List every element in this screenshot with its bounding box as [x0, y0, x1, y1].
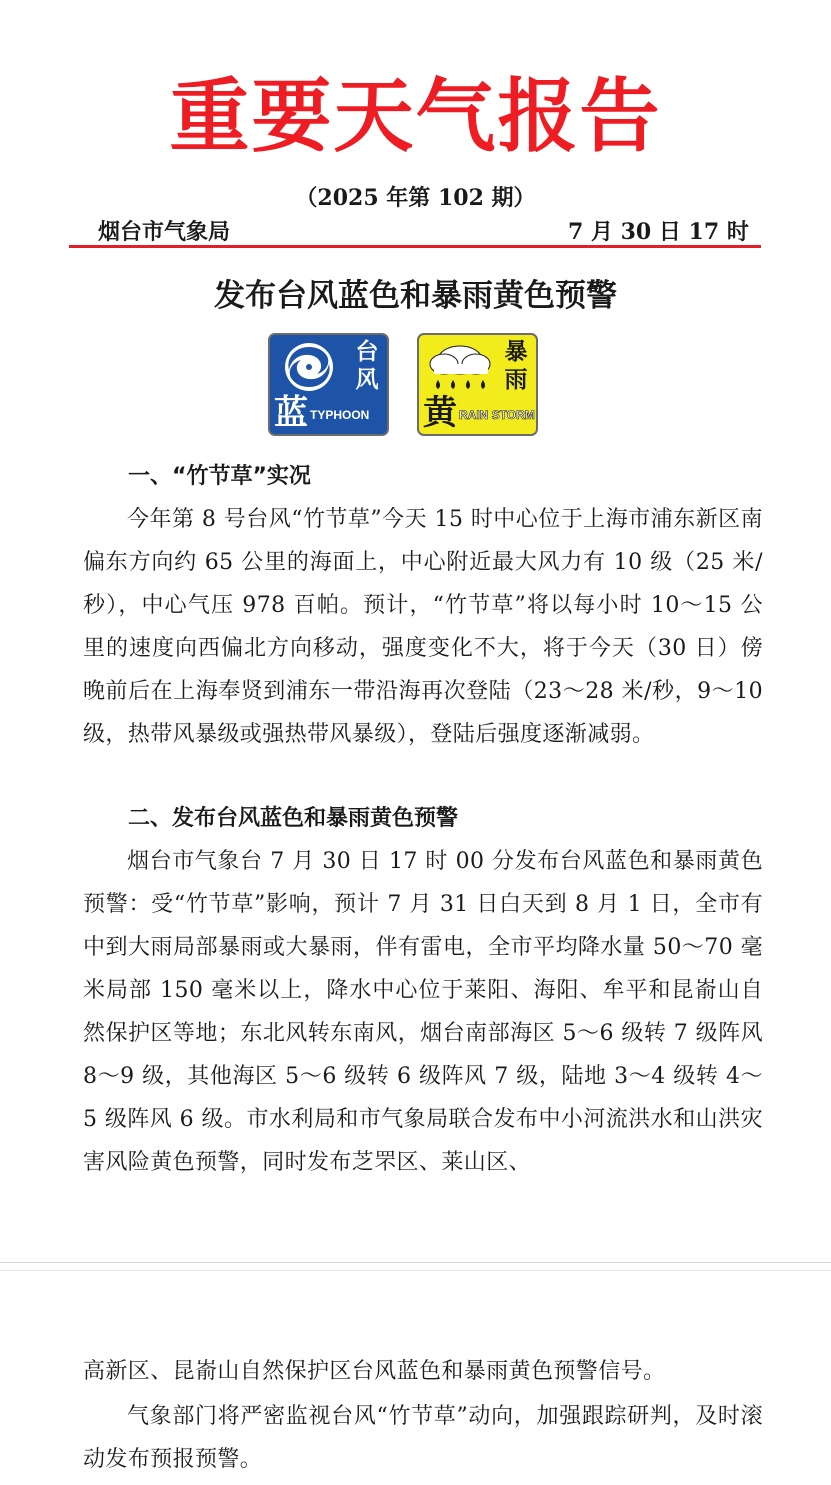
typhoon-level-char: 蓝 — [274, 393, 308, 433]
rainstorm-level-char: 黄 — [423, 393, 457, 433]
rainstorm-char-2: 雨 — [504, 367, 528, 393]
issue-datetime: 7 月 30 日 17 时 — [568, 219, 749, 245]
typhoon-blue-signal — [268, 333, 389, 436]
typhoon-english-label: TYPHOON — [310, 408, 370, 422]
page-break-line — [0, 1262, 831, 1263]
header-divider — [69, 245, 761, 248]
section-2-body-continued: 高新区、昆嵛山自然保护区台风蓝色和暴雨黄色预警信号。 — [83, 1359, 666, 1384]
issue-number: （2025 年第 102 期） — [295, 185, 536, 211]
page-break-line-2 — [0, 1270, 831, 1271]
issuing-agency: 烟台市气象局 — [98, 219, 231, 245]
report-title: 重要天气报告 — [169, 69, 662, 163]
rainstorm-yellow-signal — [417, 333, 538, 436]
typhoon-char-1: 台 — [355, 339, 379, 365]
rainstorm-english-label: RAIN STORM — [459, 408, 535, 422]
headline: 发布台风蓝色和暴雨黄色预警 — [214, 278, 617, 314]
section-2-body: 烟台市气象台 7 月 30 日 17 时 00 分发布台风蓝色和暴雨黄色预警：受“竹节草”影响，预计 7 月 31 日白天到 8 月 1 日，全市有中到大雨局部暴雨或大暴雨，伴有雷电，全市平均降水量 50～70 毫米局部 150 毫米以上，降水中心位于莱阳、海阳、牟平和昆嵛山自然保护区等地；东北风转东南风，烟台南部海区 5～6 级转 7 级阵风 8～9 级，其他海区 5～6 级转 6 级阵风 7 级，陆地 3～4 级转 4～5 级阵风 6 级。市水利局和市气象局联合发布中小河流洪水和山洪灾害风险黄色预警，同时发布芝罘区、莱山区、 — [83, 849, 763, 1175]
section-3-body: 气象部门将严密监视台风“竹节草”动向，加强跟踪研判，及时滚动发布预报预警。 — [83, 1404, 763, 1472]
section-1-body: 今年第 8 号台风“竹节草”今天 15 时中心位于上海市浦东新区南偏东方向约 65 公里的海面上，中心附近最大风力有 10 级（25 米/秒），中心气压 978 百帕。预计，“竹节草”将以每小时 10～15 公里的速度向西偏北方向移动，强度变化不大，将于今天（30 日）傍晚前后在上海奉贤到浦东一带沿海再次登陆（23～28 米/秒，9～10 级，热带风暴级或强热带风暴级），登陆后强度逐渐减弱。 — [83, 507, 763, 747]
rain-cloud-icon — [422, 338, 498, 396]
section-2-heading: 二、发布台风蓝色和暴雨黄色预警 — [128, 806, 459, 831]
rainstorm-char-1: 暴 — [504, 339, 528, 365]
typhoon-swirl-icon — [273, 338, 349, 396]
typhoon-char-2: 风 — [355, 367, 379, 393]
section-1-heading: 一、“竹节草”实况 — [128, 464, 311, 489]
